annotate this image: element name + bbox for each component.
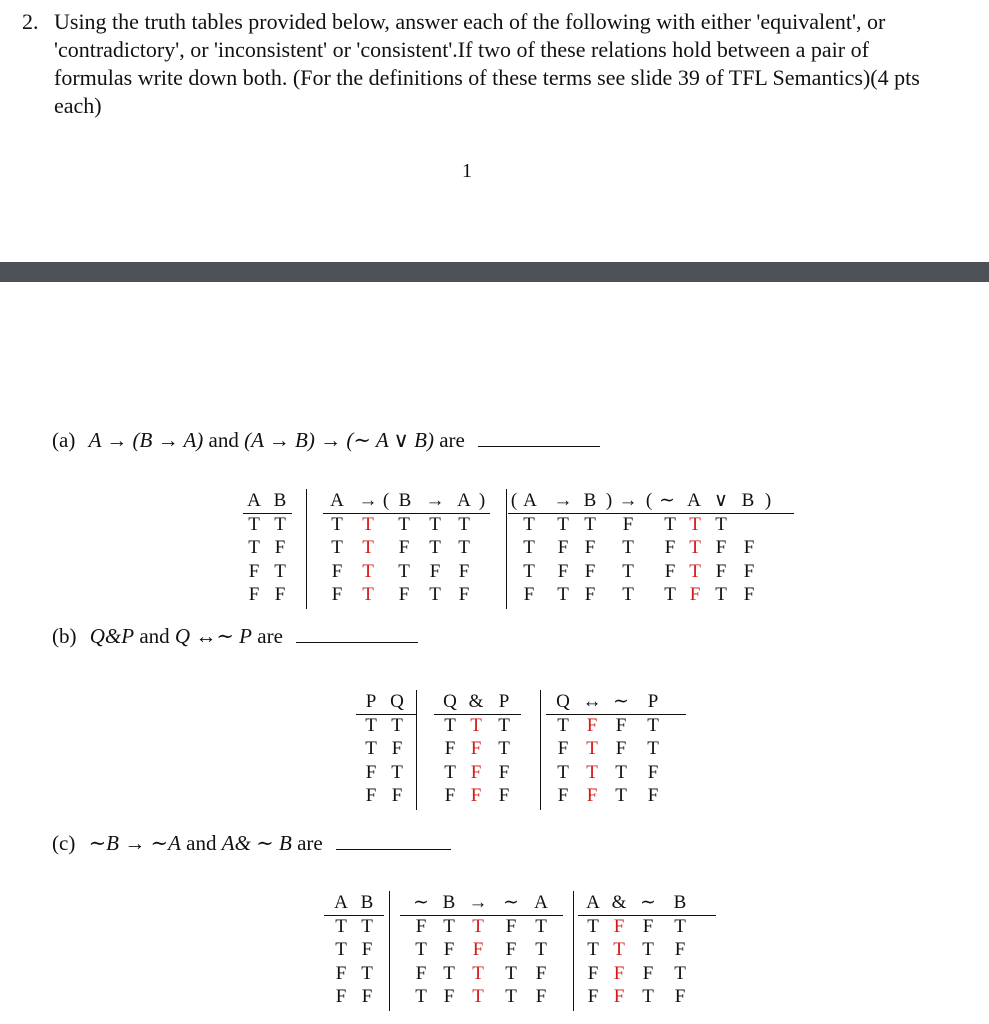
table-header-cell: B [273,490,287,511]
table-cell: T [587,939,599,960]
table-cell: F [535,986,547,1007]
table-header-cell: ) [605,490,613,511]
table-cell: F [557,537,569,558]
part-b-formula-1: Q&P [89,624,135,648]
table-row [0,560,989,584]
table-cell: T [429,537,441,558]
table-cell: F [715,560,727,582]
part-a-formula-1: A → (B → A) [88,428,204,452]
table-row [0,513,989,537]
table-header-cell: P [647,691,659,712]
table-cell: F [274,584,286,605]
table-cell: F [557,738,569,759]
table-header-cell: & [468,691,484,712]
table-cell: T [557,513,569,535]
page-break-bar [0,262,989,282]
table-cell: F [615,738,627,759]
table-cell: T [429,584,441,605]
table-cell: F [586,714,598,736]
table-cell: F [674,986,686,1007]
part-c-truth-table [0,891,989,1016]
table-header-cell: → [358,490,378,511]
table-cell: F [523,584,535,605]
part-b-formula-2: Q ↔∼ P [174,624,252,648]
table-cell: T [664,584,676,605]
table-cell: T [557,761,569,783]
table-cell: T [587,915,599,937]
table-cell: F [587,962,599,984]
table-cell: T [622,584,634,605]
table-header-cell: A [334,892,348,913]
table-cell: T [391,714,403,736]
table-cell: T [443,962,455,984]
table-row [0,714,989,738]
table-header-cell: P [498,691,510,712]
table-cell: F [615,714,627,736]
table-cell: F [505,915,517,937]
table-cell: F [458,560,470,582]
table-header-row [0,690,989,714]
table-cell: T [391,761,403,783]
table-header-cell: ∼ [613,691,629,712]
table-cell: T [362,513,374,535]
table-header-cell: ↔ [582,691,602,712]
table-cell: T [689,513,701,535]
table-cell: T [362,584,374,605]
part-a-label: (a) [52,428,76,452]
table-cell: T [458,513,470,535]
table-cell: F [557,560,569,582]
part-b-answer-blank[interactable] [296,641,418,643]
table-cell: T [248,537,260,558]
table-cell: F [647,785,659,806]
table-cell: T [470,714,482,736]
part-c-connector: and [186,831,217,855]
table-cell: T [586,761,598,783]
page-number: 1 [462,160,472,182]
table-header-cell: ( [645,490,653,511]
table-cell: T [415,939,427,960]
table-cell: T [505,962,517,984]
table-header-rule [356,714,416,715]
table-header-cell: ∼ [503,892,519,913]
part-a-tail: are [439,428,465,452]
table-cell: T [642,986,654,1007]
table-header-cell: B [398,490,412,511]
table-header-cell: P [365,691,377,712]
table-cell: T [398,560,410,582]
part-a-formula-2: (A → B) → (∼ A ∨ B) [244,428,434,452]
table-row [0,583,989,607]
table-cell: F [557,785,569,806]
table-column-rule [573,891,574,1011]
table-cell: F [248,584,260,605]
table-cell: T [444,761,456,783]
table-header-cell: A [586,892,600,913]
table-cell: F [622,513,634,535]
table-cell: T [361,915,373,937]
part-b-truth-table [0,690,989,815]
table-cell: T [415,986,427,1007]
part-c-answer-blank[interactable] [336,848,451,850]
table-cell: F [365,785,377,806]
table-cell: F [443,986,455,1007]
table-cell: T [674,962,686,984]
table-header-cell: ∼ [640,892,656,913]
table-header-cell: B [360,892,374,913]
table-cell: T [331,513,343,535]
table-cell: T [647,738,659,759]
table-header-cell: ∨ [714,490,728,511]
table-cell: F [743,560,755,582]
table-cell: F [498,761,510,783]
table-header-row [0,891,989,915]
table-cell: T [642,939,654,960]
table-header-row [0,489,989,513]
table-header-cell: B [673,892,687,913]
table-header-cell: A [457,490,471,511]
table-cell: T [331,537,343,558]
table-header-cell: ( [382,490,390,511]
table-header-rule [508,513,794,514]
table-cell: T [535,939,547,960]
table-header-cell: A [247,490,261,511]
table-header-cell: & [611,892,627,913]
table-cell: F [647,761,659,783]
table-cell: T [715,584,727,605]
table-cell: F [398,537,410,558]
table-header-rule [400,915,563,916]
table-cell: T [523,513,535,535]
table-cell: T [535,915,547,937]
table-cell: T [615,785,627,806]
part-b-prompt [52,624,418,649]
table-cell: F [415,915,427,937]
table-row [0,938,989,962]
table-row [0,784,989,808]
table-cell: T [647,714,659,736]
table-header-cell: ∼ [413,892,429,913]
table-cell: T [498,714,510,736]
table-cell: T [398,513,410,535]
table-header-cell: A [687,490,701,511]
table-header-cell: A [523,490,537,511]
table-cell: T [622,560,634,582]
table-row [0,536,989,560]
table-cell: T [248,513,260,535]
table-cell: F [443,939,455,960]
table-cell: T [365,738,377,759]
part-c-tail: are [297,831,323,855]
table-cell: T [498,738,510,759]
table-header-rule [324,915,384,916]
table-cell: F [584,560,596,582]
table-header-cell: B [741,490,755,511]
table-header-cell: → [425,490,445,511]
part-b-tail: are [257,624,283,648]
table-header-rule [323,513,490,514]
table-cell: F [331,584,343,605]
table-cell: T [622,537,634,558]
question-number: 2. [22,9,39,34]
table-header-cell: → [618,490,638,511]
table-cell: F [398,584,410,605]
table-cell: T [664,513,676,535]
table-cell: T [362,537,374,558]
table-column-rule [306,489,307,609]
table-cell: F [335,962,347,984]
table-row [0,915,989,939]
table-cell: F [429,560,441,582]
table-header-cell: Q [390,691,404,712]
table-header-cell: → [553,490,573,511]
question-text: Using the truth tables provided below, answer each of the following with either 'equivalent', or 'contradictory', or 'inconsistent' or 'consistent'.If two of these relations hold between a pair of formulas write down both. (For the definitions of these terms see slide 39 of TFL Semantics)(4 pts each) [54,9,920,118]
table-cell: F [535,962,547,984]
part-a-truth-table [0,489,989,614]
table-header-cell: ∼ [659,490,675,511]
table-cell: F [361,986,373,1007]
table-cell: F [498,785,510,806]
table-cell: F [743,537,755,558]
table-cell: F [689,584,701,605]
table-cell: F [743,584,755,605]
table-cell: T [274,513,286,535]
table-cell: T [444,714,456,736]
part-c-formula-1: ∼B → ∼A [88,831,181,855]
table-cell: T [613,939,625,960]
table-cell: T [472,915,484,937]
part-b-connector: and [139,624,170,648]
table-cell: T [365,714,377,736]
table-cell: F [391,785,403,806]
table-cell: T [586,738,598,759]
table-header-rule [578,915,716,916]
table-row [0,985,989,1009]
part-c-prompt [52,831,451,856]
table-header-rule [434,714,521,715]
table-cell: F [335,986,347,1007]
table-cell: F [274,537,286,558]
table-cell: F [470,785,482,806]
table-header-cell: A [330,490,344,511]
table-cell: F [664,537,676,558]
table-cell: F [444,785,456,806]
table-cell: F [613,986,625,1007]
table-header-cell: ( [510,490,518,511]
table-cell: T [584,513,596,535]
table-cell: F [444,738,456,759]
table-column-rule [540,690,541,810]
table-cell: T [674,915,686,937]
table-header-cell: ) [478,490,486,511]
table-cell: F [587,986,599,1007]
table-cell: F [505,939,517,960]
table-cell: T [523,560,535,582]
table-cell: F [613,915,625,937]
table-cell: F [584,584,596,605]
table-cell: T [557,714,569,736]
table-cell: T [443,915,455,937]
table-cell: F [331,560,343,582]
table-cell: T [505,986,517,1007]
table-cell: F [458,584,470,605]
table-cell: T [689,560,701,582]
table-cell: T [689,537,701,558]
table-cell: T [274,560,286,582]
table-cell: F [365,761,377,783]
table-header-cell: → [468,892,488,913]
table-cell: F [248,560,260,582]
table-header-rule [546,714,686,715]
table-cell: T [615,761,627,783]
table-cell: T [362,560,374,582]
table-cell: F [584,537,596,558]
table-header-cell: Q [556,691,570,712]
table-cell: F [674,939,686,960]
table-cell: T [335,915,347,937]
table-header-cell: B [442,892,456,913]
table-header-cell: Q [443,691,457,712]
table-cell: F [715,537,727,558]
table-row [0,761,989,785]
table-column-rule [389,891,390,1011]
table-cell: F [361,939,373,960]
part-c-label: (c) [52,831,76,855]
table-cell: F [470,761,482,783]
table-cell: F [415,962,427,984]
table-cell: T [472,962,484,984]
question [22,8,952,120]
table-cell: T [335,939,347,960]
table-cell: T [458,537,470,558]
table-cell: T [557,584,569,605]
table-header-cell: B [583,490,597,511]
table-cell: T [523,537,535,558]
table-header-cell: ) [764,490,772,511]
table-cell: F [664,560,676,582]
part-c-formula-2: A& ∼ B [221,831,292,855]
table-cell: F [586,785,598,806]
table-cell: F [613,962,625,984]
part-b-label: (b) [52,624,77,648]
table-row [0,962,989,986]
part-a-connector: and [208,428,239,452]
part-a-answer-blank[interactable] [478,445,600,447]
part-a-prompt [52,428,600,453]
table-cell: F [472,939,484,960]
table-cell: F [642,962,654,984]
table-cell: T [715,513,727,535]
table-cell: F [642,915,654,937]
table-cell: T [472,986,484,1007]
table-column-rule [506,489,507,609]
table-header-cell: A [534,892,548,913]
table-column-rule [416,690,417,810]
table-cell: F [391,738,403,759]
table-cell: F [470,738,482,759]
table-header-rule [243,513,292,514]
table-row [0,737,989,761]
table-cell: T [429,513,441,535]
table-cell: T [361,962,373,984]
